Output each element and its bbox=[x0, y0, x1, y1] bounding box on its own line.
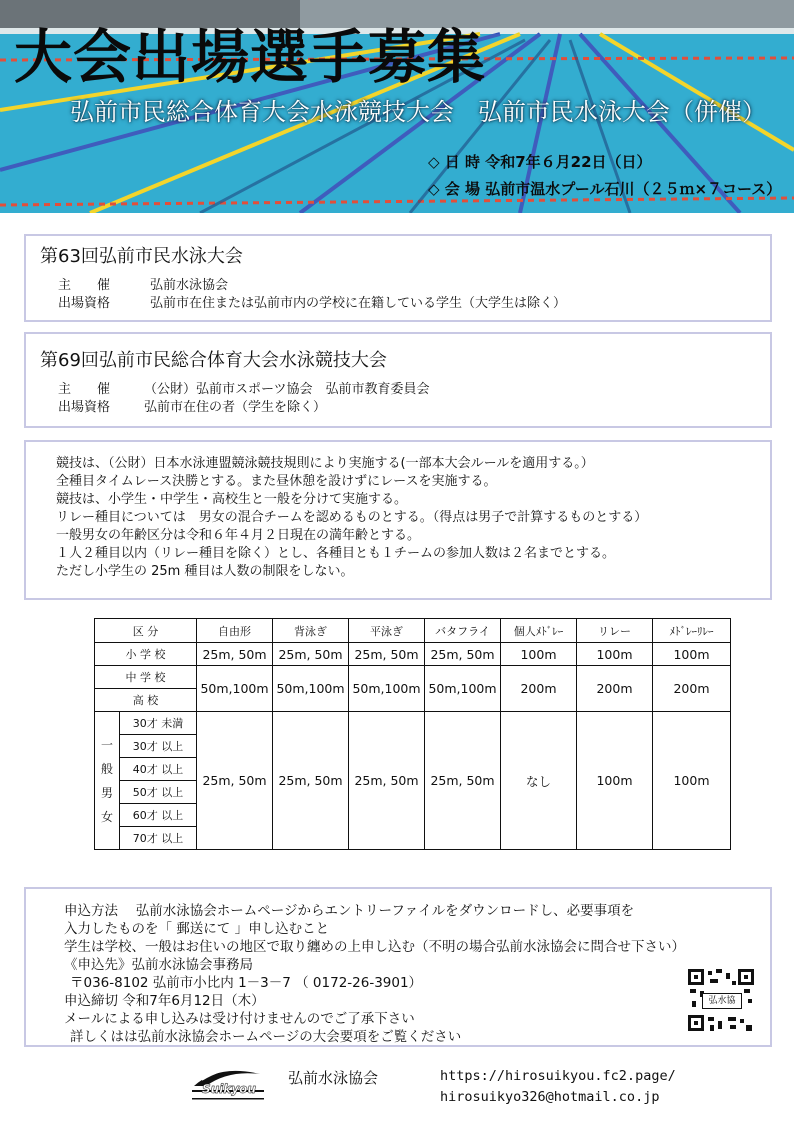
event-venue: ◇ 会 場 弘前市温水プール石川（２５ｍ×７コース） bbox=[428, 180, 782, 198]
event2-box bbox=[24, 332, 772, 428]
table-cell: 25m, 50m bbox=[273, 712, 349, 850]
event1-box bbox=[24, 234, 772, 322]
page-title: 大会出場選手募集 bbox=[14, 23, 487, 91]
application-box bbox=[24, 887, 772, 1047]
rule-line: 競技は、小学生・中学生・高校生と一般を分けて実施する。 bbox=[56, 492, 408, 507]
header-banner bbox=[0, 0, 794, 213]
row-label-junior: 中 学 校 bbox=[95, 666, 197, 689]
footer-org: 弘前水泳協会 bbox=[288, 1069, 379, 1087]
rule-line: １人２種目以内（リレー種目を除く）とし、各種目とも１チームの参加人数は２名までとする。 bbox=[56, 546, 616, 561]
table-cell: 50m,100m bbox=[425, 666, 501, 712]
table-cell: 200m bbox=[653, 666, 731, 712]
event1-qual: 弘前市在住または弘前市内の学校に在籍している学生（大学生は除く） bbox=[150, 296, 567, 311]
event-date: ◇ 日 時 令和7年６月22日（日） bbox=[428, 153, 652, 171]
table-header-row bbox=[95, 619, 731, 643]
event2-host-label: 主 催 bbox=[58, 382, 111, 397]
footer-url[interactable]: https://hirosuikyou.fc2.page/ bbox=[440, 1068, 676, 1084]
header-relay: リレー bbox=[577, 619, 653, 643]
event1-title: 第63回弘前市民水泳大会 bbox=[40, 246, 243, 267]
table-cell: 100m bbox=[501, 643, 577, 666]
age-group: 30才 未満 bbox=[120, 712, 197, 735]
rule-line: ただし小学生の 25m 種目は人数の制限をしない。 bbox=[56, 564, 354, 579]
table-cell: 25m, 50m bbox=[425, 643, 501, 666]
header-category: 区 分 bbox=[95, 619, 197, 643]
table-cell: 25m, 50m bbox=[349, 643, 425, 666]
event1-host-label: 主 催 bbox=[58, 278, 111, 293]
event2-host-row bbox=[58, 378, 429, 397]
table-cell: 200m bbox=[577, 666, 653, 712]
header-butterfly: バタフライ bbox=[425, 619, 501, 643]
rule-line: 競技は、（公財）日本水泳連盟競泳競技規則により実施する(一部本大会ルールを適用する。） bbox=[56, 456, 594, 471]
organization-logo bbox=[188, 1060, 268, 1104]
rule-line: 全種目タイムレース決勝とする。また昼休憩を設けずにレースを実施する。 bbox=[56, 474, 497, 489]
header-backstroke: 背泳ぎ bbox=[273, 619, 349, 643]
table-cell: 25m, 50m bbox=[349, 712, 425, 850]
row-label-general bbox=[95, 712, 120, 850]
table-cell: 25m, 50m bbox=[197, 643, 273, 666]
age-group: 50才 以上 bbox=[120, 781, 197, 804]
table-cell: 50m,100m bbox=[273, 666, 349, 712]
qr-label: 弘水協 bbox=[702, 993, 742, 1009]
header-breaststroke: 平泳ぎ bbox=[349, 619, 425, 643]
header-freestyle: 自由形 bbox=[197, 619, 273, 643]
application-line: 詳しくはは弘前水泳協会ホームページの大会要項をご覧ください bbox=[70, 1029, 462, 1045]
logo-text: Suikyou bbox=[202, 1082, 256, 1096]
age-group: 70才 以上 bbox=[120, 827, 197, 850]
page-subtitle: 弘前市民総合体育大会水泳競技大会 弘前市民水泳大会（併催） bbox=[70, 98, 766, 126]
age-group: 30才 以上 bbox=[120, 735, 197, 758]
general-char: 男 bbox=[100, 785, 113, 800]
age-group: 40才 以上 bbox=[120, 758, 197, 781]
table-cell: 50m,100m bbox=[197, 666, 273, 712]
application-line: メールによる申し込みは受け付けませんのでご了承下さい bbox=[64, 1011, 415, 1027]
rule-line: 一般男女の年齢区分は令和６年４月２日現在の満年齢とする。 bbox=[56, 528, 421, 543]
table-cell: 100m bbox=[577, 712, 653, 850]
general-char: 一 bbox=[100, 737, 113, 752]
application-line: 入力したものを「 郵送にて 」申し込むこと bbox=[64, 921, 330, 937]
table-cell: 50m,100m bbox=[349, 666, 425, 712]
row-label-elementary: 小 学 校 bbox=[95, 643, 197, 666]
event2-qual-label: 出場資格 bbox=[58, 400, 111, 415]
table-cell: 25m, 50m bbox=[197, 712, 273, 850]
event2-host: （公財）弘前市スポーツ協会 弘前市教育委員会 bbox=[144, 382, 430, 397]
row-label-high: 高 校 bbox=[95, 689, 197, 712]
event2-title: 第69回弘前市民総合体育大会水泳競技大会 bbox=[40, 350, 387, 371]
table-cell: 100m bbox=[577, 643, 653, 666]
general-char: 女 bbox=[100, 809, 113, 824]
header-medley-relay: ﾒﾄﾞﾚｰﾘﾚｰ bbox=[653, 619, 731, 643]
application-line: 申込締切 令和7年6月12日（木） bbox=[64, 993, 265, 1009]
general-char: 般 bbox=[100, 761, 113, 776]
application-line: 《申込先》弘前水泳協会事務局 bbox=[64, 957, 253, 973]
age-group: 60才 以上 bbox=[120, 804, 197, 827]
table-row bbox=[95, 643, 731, 666]
event2-qual-row bbox=[58, 396, 326, 415]
event1-qual-label: 出場資格 bbox=[58, 296, 111, 311]
application-line: 〒036-8102 弘前市小比内 1－3－7 （ 0172-26-3901） bbox=[70, 975, 423, 991]
application-line: 申込方法 弘前水泳協会ホームページからエントリーファイルをダウンロードし、必要事項を bbox=[64, 903, 635, 919]
footer-email[interactable]: hirosuikyo326@hotmail.co.jp bbox=[440, 1089, 660, 1105]
table-cell: 100m bbox=[653, 643, 731, 666]
qr-code[interactable] bbox=[686, 967, 756, 1033]
header-individual-medley: 個人ﾒﾄﾞﾚｰ bbox=[501, 619, 577, 643]
table-cell: 100m bbox=[653, 712, 731, 850]
table-row bbox=[95, 666, 731, 689]
event1-host-row bbox=[58, 274, 228, 293]
table-cell: 200m bbox=[501, 666, 577, 712]
table-row bbox=[95, 712, 731, 735]
event2-qual: 弘前市在住の者（学生を除く） bbox=[144, 400, 327, 415]
events-table bbox=[94, 618, 731, 850]
application-line: 学生は学校、一般はお住いの地区で取り纏めの上申し込む（不明の場合弘前水泳協会に問合せ下さい） bbox=[64, 939, 685, 955]
event1-qual-row bbox=[58, 292, 566, 311]
rules-box bbox=[24, 440, 772, 600]
event1-host: 弘前水泳協会 bbox=[150, 278, 229, 293]
table-cell: 25m, 50m bbox=[425, 712, 501, 850]
rule-line: リレー種目については 男女の混合チームを認めるものとする。（得点は男子で計算するものとする） bbox=[56, 510, 648, 525]
table-cell: なし bbox=[501, 712, 577, 850]
table-cell: 25m, 50m bbox=[273, 643, 349, 666]
